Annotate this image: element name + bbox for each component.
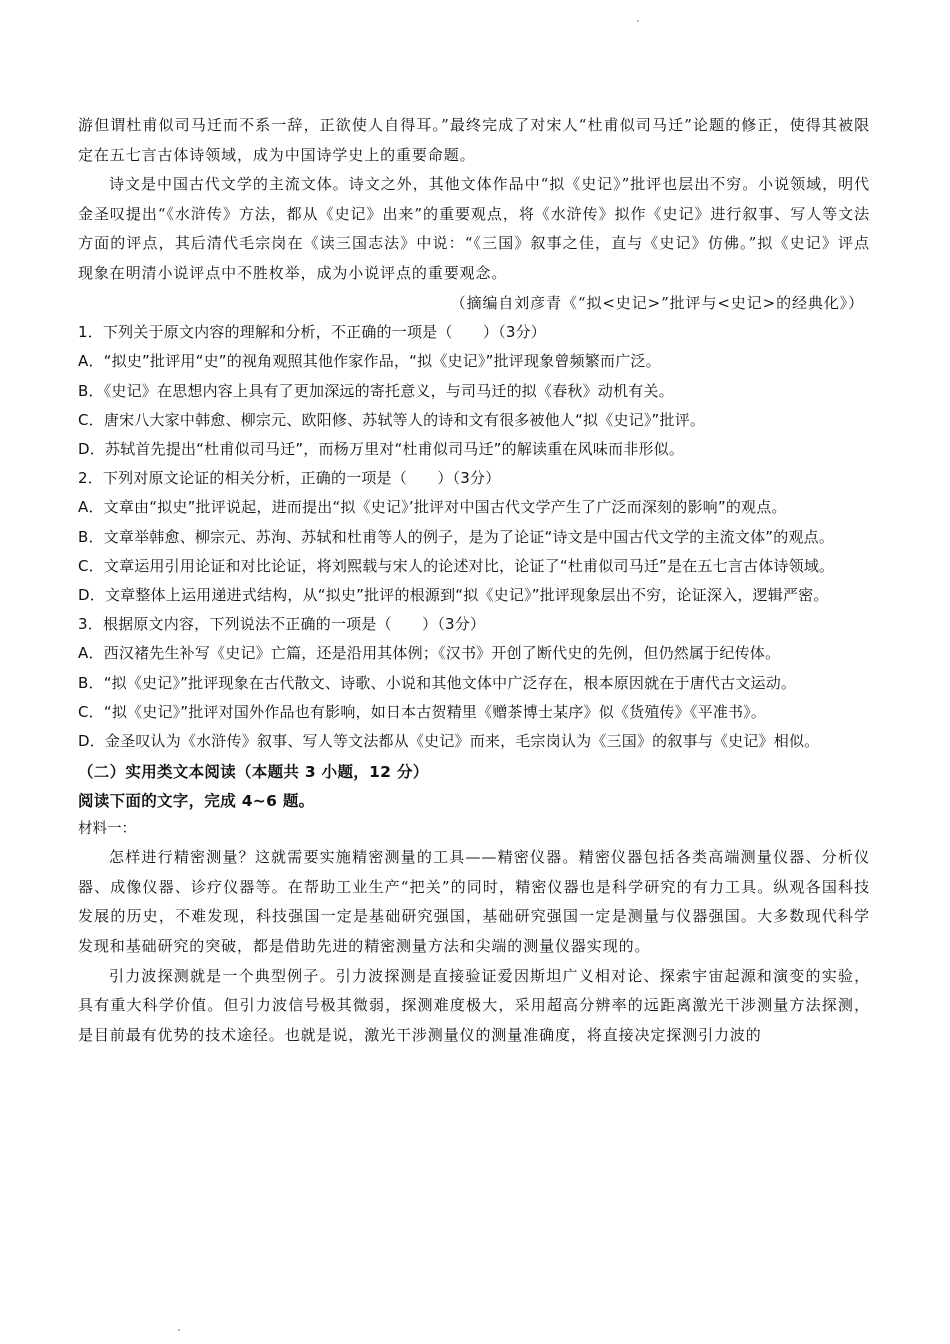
material-paragraph: 怎样进行精密测量？这就需要实施精密测量的工具——精密仪器。精密仪器包括各类高端测量仪器、分析仪器、成像仪器、诊疗仪器等。在帮助工业生产“把关”的同时，精密仪器也是科学研究的有力工具。纵观各国科技发展的历史，不难发现，科技强国一定是基础研究强国，基础研究强国一定是测量与仪器强国。大多数现代科学发现和基础研究的突破，都是借助先进的精密测量方法和尖端的测量仪器实现的。	[78, 848, 870, 955]
page-speck	[637, 20, 639, 22]
answer-option-b: B．文章举韩愈、柳宗元、苏洵、苏轼和杜甫等人的例子，是为了论证“诗文是中国古代文学的主流文体”的观点。	[78, 527, 835, 546]
answer-option-d: D．金圣叹认为《水浒传》叙事、写人等文法都从《史记》而来，毛宗岗认为《三国》的叙事与《史记》相似。	[78, 732, 820, 750]
material-label: 材料一：	[78, 821, 136, 838]
question-2	[78, 464, 870, 610]
question-stem: 2．下列对原文论证的相关分析，正确的一项是（ ）（3分）	[78, 469, 501, 488]
passage-source: （摘编自刘彦青《“拟<史记>”批评与<史记>的经典化》）	[450, 293, 864, 312]
page-content	[78, 111, 870, 1050]
answer-option-d: D．苏轼首先提出“杜甫似司马迁”，而杨万里对“杜甫似司马迁”的解读重在风味而非形似。	[78, 439, 685, 458]
section-heading: （二）实用类文本阅读（本题共 3 小题，12 分）	[78, 763, 429, 782]
answer-option-b: B．“拟《史记》”批评现象在古代散文、诗歌、小说和其他文体中广泛存在，根本原因就在于唐代古文运动。	[78, 673, 797, 692]
question-stem: 3．根据原文内容，下列说法不正确的一项是（ ）（3分）	[78, 615, 486, 634]
answer-option-a: A．文章由“拟史”批评说起，进而提出“拟《史记》’批评对中国古代文学产生了广泛而深刻的影响”的观点。	[78, 498, 787, 517]
answer-option-b: B．《史记》在思想内容上具有了更加深远的寄托意义，与司马迁的拟《春秋》动机有关。	[78, 381, 674, 400]
material-paragraph: 引力波探测就是一个典型例子。引力波探测是直接验证爱因斯坦广义相对论、探索宇宙起源和演变的实验，具有重大科学价值。但引力波信号极其微弱，探测难度极大，采用超高分辨率的远距离激光干涉测量方法探测，是目前最有优势的技术途径。也就是说，激光干涉测量仪的测量准确度，将直接决定探测引力波的	[78, 966, 870, 1044]
section-instruction: 阅读下面的文字，完成 4~6 题。	[78, 791, 315, 810]
passage-paragraph: 诗文是中国古代文学的主流文体。诗文之外，其他文体作品中“拟《史记》”批评也层出不穷。小说领域，明代金圣叹提出“《水浒传》方法，都从《史记》出来”的重要观点，将《水浒传》拟作《史记》进行叙事、写人等文法方面的评点，其后清代毛宗岗在《读三国志法》中说：“《三国》叙事之佳，直与《史记》仿佛。”拟《史记》评点现象在明清小说评点中不胜枚举，成为小说评点的重要观念。	[78, 175, 870, 282]
page-speck	[178, 1329, 180, 1331]
answer-option-c: C．文章运用引用论证和对比论证，将刘熙载与宋人的论述对比，论证了“杜甫似司马迁”是在五七言古体诗领域。	[78, 556, 835, 575]
answer-option-d: D．文章整体上运用递进式结构，从“拟史”批评的根源到“拟《史记》”批评现象层出不穷，论证深入，逻辑严密。	[78, 585, 829, 604]
answer-option-c: C．唐宋八大家中韩愈、柳宗元、欧阳修、苏轼等人的诗和文有很多被他人“拟《史记》”批评。	[78, 410, 706, 429]
question-stem: 1．下列关于原文内容的理解和分析，不正确的一项是（ ）（3分）	[78, 323, 546, 342]
answer-option-a: A．西汉褚先生补写《史记》亡篇，还是沿用其体例；《汉书》开创了断代史的先例，但仍然属于纪传体。	[78, 644, 781, 663]
answer-option-c: C．“拟《史记》”批评对国外作品也有影响，如日本古贺精里《赠茶博士某序》似《货殖传》《平准书》。	[78, 702, 767, 721]
answer-option-a: A．“拟史”批评用“史”的视角观照其他作家作品，“拟《史记》”批评现象曾频繁而广泛。	[78, 352, 661, 371]
question-1	[78, 318, 870, 464]
passage-paragraph: 游但谓杜甫似司马迁而不系一辞，正欲使人自得耳。”最终完成了对宋人“杜甫似司马迁”论题的修正，使得其被限定在五七言古体诗领域，成为中国诗学史上的重要命题。	[78, 116, 870, 164]
question-3	[78, 610, 870, 756]
